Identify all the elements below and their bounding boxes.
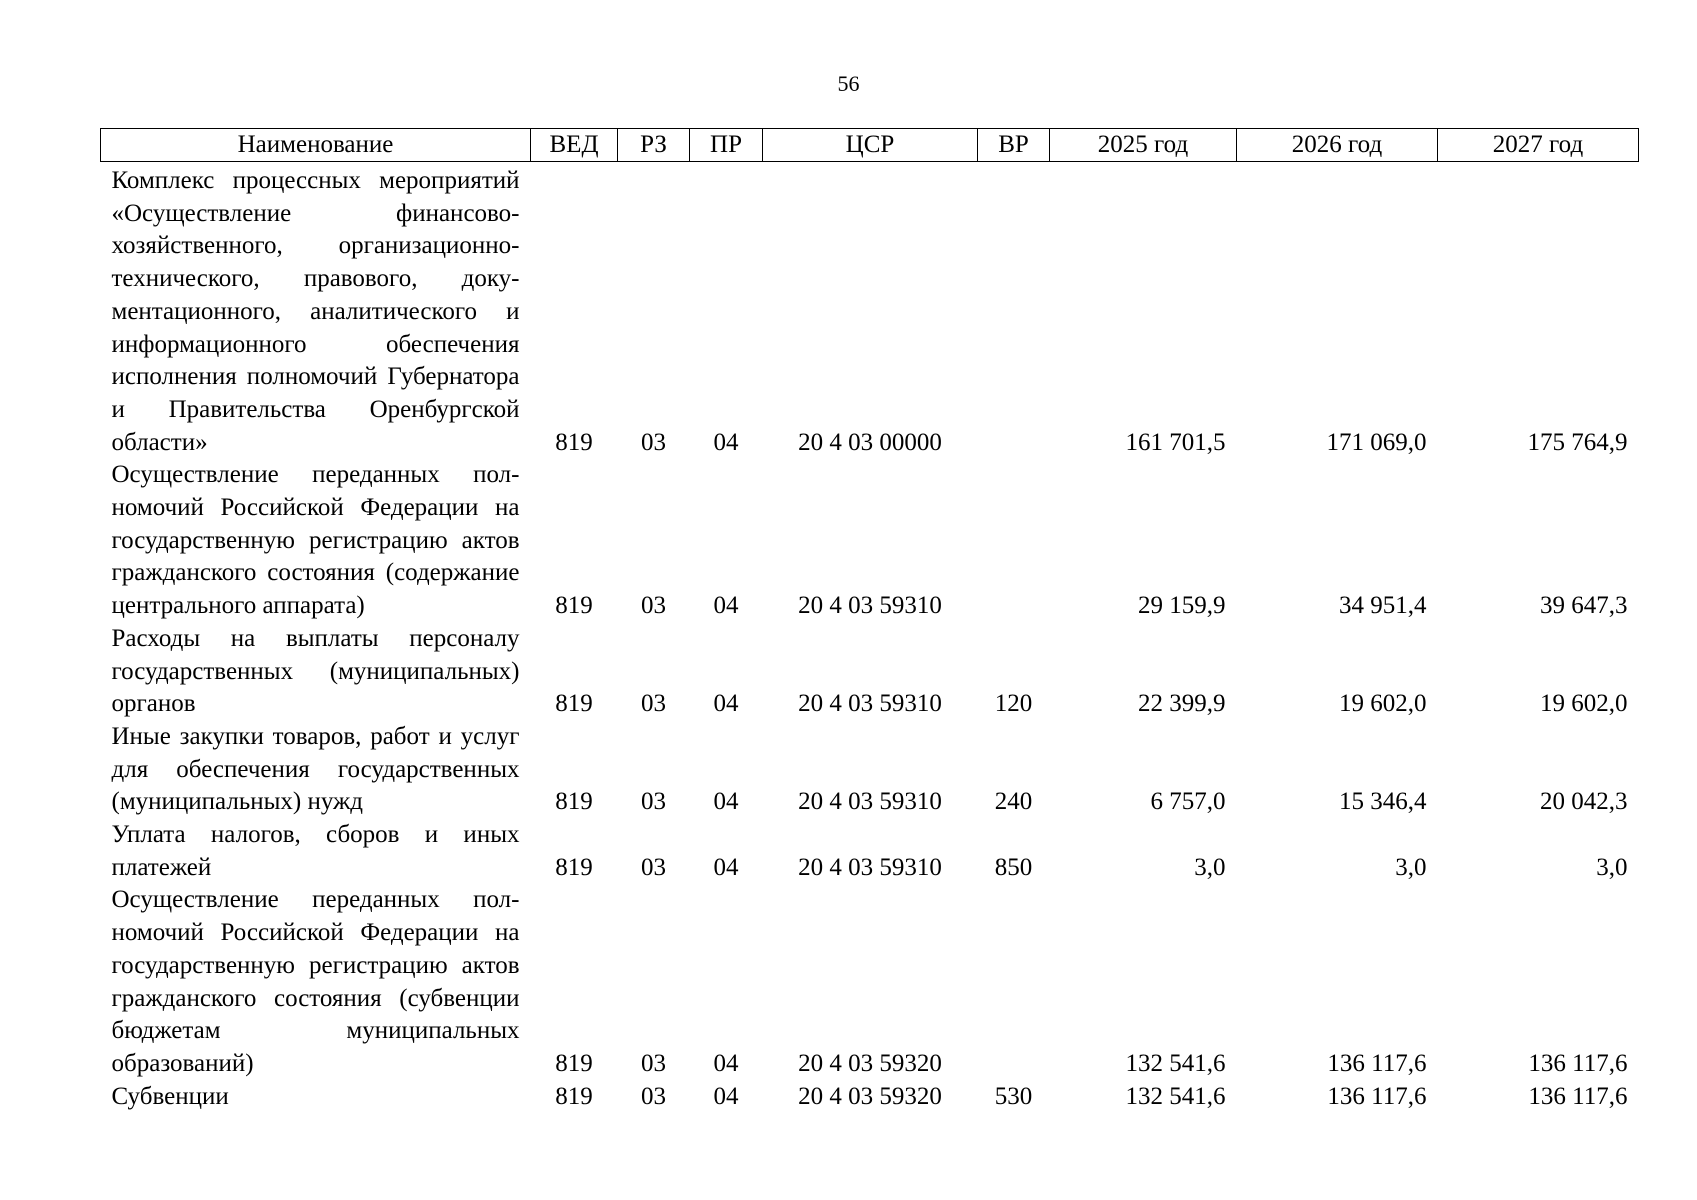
row-csr: 20 4 03 59310 xyxy=(798,592,942,620)
row-pr: 04 xyxy=(713,788,739,816)
row-pr: 04 xyxy=(713,428,739,456)
header-rz: РЗ xyxy=(618,129,690,162)
row-2026: 136 117,6 xyxy=(1327,1082,1427,1110)
header-pr: ПР xyxy=(690,129,763,162)
header-vr: ВР xyxy=(978,129,1050,162)
row-csr: 20 4 03 00000 xyxy=(798,428,942,456)
row-ved: 819 xyxy=(555,1082,593,1110)
row-vr: 120 xyxy=(994,690,1033,718)
row-pr: 04 xyxy=(713,592,739,620)
header-2026: 2026 год xyxy=(1237,129,1438,162)
row-csr: 20 4 03 59320 xyxy=(798,1049,942,1077)
row-name: Осуществление переданных полномочий Российской Федерации на государственную регистрацию актов гражданского состояния (субвенции бюджетам муниципальных образований) xyxy=(111,886,520,1077)
row-vr xyxy=(978,162,1050,460)
row-rz: 03 xyxy=(641,428,666,456)
row-ved: 819 xyxy=(555,853,593,881)
row-2026: 19 602,0 xyxy=(1339,690,1427,718)
row-2027: 19 602,0 xyxy=(1540,690,1628,718)
row-pr: 04 xyxy=(713,1082,739,1110)
row-name: Субвенции xyxy=(111,1082,229,1110)
row-name: Осуществление переданных полномочий Российской Федерации на государственную регистрацию актов гражданского состояния (содержание центрального аппарата) xyxy=(111,461,520,620)
table-row xyxy=(101,721,1639,819)
table-row xyxy=(101,623,1639,721)
row-2027: 136 117,6 xyxy=(1528,1049,1628,1077)
row-csr: 20 4 03 59320 xyxy=(798,1082,942,1110)
row-2026: 171 069,0 xyxy=(1326,428,1427,456)
row-rz: 03 xyxy=(641,853,666,881)
header-2025: 2025 год xyxy=(1050,129,1237,162)
row-name: Комплекс процессных мероприятий «Осуществление финансово-хозяйственного, организационно-технического, правового, документационного, аналитического и информационного обеспечения исполнения полномочий Губернатора и Правительства Оренбургской области» xyxy=(111,167,520,456)
row-2027: 20 042,3 xyxy=(1540,788,1628,816)
row-csr: 20 4 03 59310 xyxy=(798,853,942,881)
row-csr: 20 4 03 59310 xyxy=(798,690,942,718)
row-2025: 132 541,6 xyxy=(1125,1082,1226,1110)
row-pr: 04 xyxy=(713,1049,739,1077)
table-row xyxy=(101,459,1639,623)
row-rz: 03 xyxy=(641,1082,666,1110)
table-header-row xyxy=(101,129,1639,162)
row-pr: 04 xyxy=(713,690,739,718)
page-number: 56 xyxy=(837,71,860,96)
row-rz: 03 xyxy=(641,592,666,620)
row-2025: 3,0 xyxy=(1194,853,1226,881)
table-row xyxy=(101,884,1639,1080)
row-name: Расходы на выплаты персоналу государственных (муниципальных) органов xyxy=(111,624,520,718)
row-2026: 3,0 xyxy=(1395,853,1427,881)
row-csr: 20 4 03 59310 xyxy=(798,788,942,816)
row-rz: 03 xyxy=(641,1049,666,1077)
row-2027: 175 764,9 xyxy=(1527,428,1628,456)
table-row xyxy=(101,1081,1639,1114)
row-2027: 136 117,6 xyxy=(1528,1082,1628,1110)
row-2025: 22 399,9 xyxy=(1138,690,1226,718)
row-2026: 15 346,4 xyxy=(1339,788,1427,816)
row-2027: 3,0 xyxy=(1596,853,1628,881)
row-vr: 240 xyxy=(994,788,1033,816)
row-ved: 819 xyxy=(555,592,593,620)
header-ved: ВЕД xyxy=(531,129,618,162)
row-2027: 39 647,3 xyxy=(1540,592,1628,620)
row-vr xyxy=(978,884,1050,1080)
table-row xyxy=(101,162,1639,460)
row-2026: 136 117,6 xyxy=(1327,1049,1427,1077)
table-row xyxy=(101,819,1639,884)
header-csr: ЦСР xyxy=(763,129,978,162)
row-name: Уплата налогов, сборов и иных платежей xyxy=(111,821,520,881)
row-2025: 29 159,9 xyxy=(1138,592,1226,620)
header-name: Наименование xyxy=(101,129,531,162)
row-ved: 819 xyxy=(555,1049,593,1077)
row-rz: 03 xyxy=(641,788,666,816)
row-2025: 161 701,5 xyxy=(1125,428,1226,456)
row-vr xyxy=(978,459,1050,623)
row-2025: 132 541,6 xyxy=(1125,1049,1226,1077)
row-ved: 819 xyxy=(555,788,593,816)
budget-table xyxy=(100,128,1639,1113)
row-name: Иные закупки товаров, работ и услуг для обеспечения государственных (муниципальных) нужд xyxy=(111,722,520,816)
row-rz: 03 xyxy=(641,690,666,718)
row-vr: 530 xyxy=(994,1082,1033,1110)
row-ved: 819 xyxy=(555,690,593,718)
row-pr: 04 xyxy=(713,853,739,881)
header-2027: 2027 год xyxy=(1438,129,1639,162)
row-2026: 34 951,4 xyxy=(1339,592,1427,620)
row-vr: 850 xyxy=(994,853,1033,881)
row-ved: 819 xyxy=(555,428,593,456)
row-2025: 6 757,0 xyxy=(1150,788,1226,816)
